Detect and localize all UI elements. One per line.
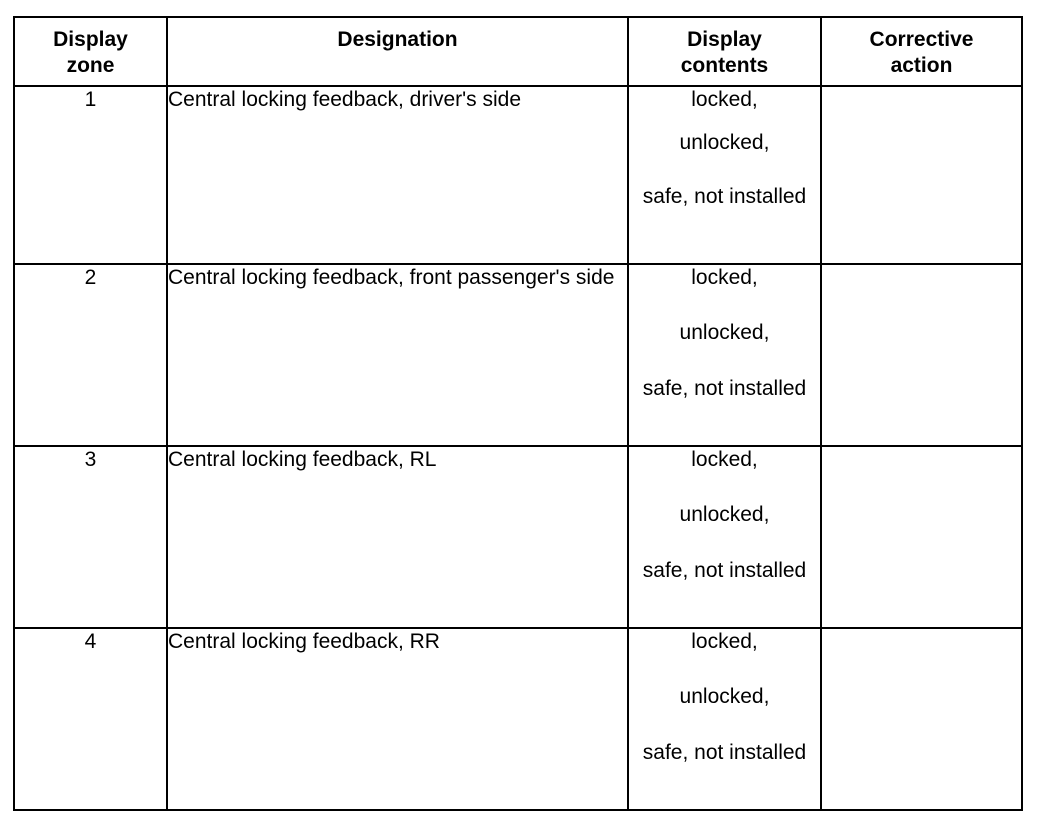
content-safe-not-installed: safe, not installed xyxy=(642,377,807,400)
content-locked: locked, xyxy=(691,266,758,289)
corrective-action-cell xyxy=(821,264,1022,446)
designation-cell: Central locking feedback, RR xyxy=(167,628,628,810)
content-unlocked: unlocked, xyxy=(679,685,770,708)
header-designation: Designation xyxy=(167,17,628,86)
table-row xyxy=(14,86,1022,264)
display-contents-cell xyxy=(628,446,821,628)
display-contents-cell xyxy=(628,264,821,446)
display-zone-table xyxy=(13,16,1023,811)
zone-cell: 2 xyxy=(14,264,167,446)
display-contents-cell xyxy=(628,628,821,810)
header-corrective-action: Corrective action xyxy=(821,17,1022,86)
header-display-contents: Display contents xyxy=(628,17,821,86)
display-contents-cell xyxy=(628,86,821,264)
content-unlocked: unlocked, xyxy=(679,503,770,526)
table-row xyxy=(14,446,1022,628)
zone-cell: 3 xyxy=(14,446,167,628)
content-unlocked: unlocked, xyxy=(679,321,770,344)
table-row xyxy=(14,264,1022,446)
content-safe-not-installed: safe, not installed xyxy=(642,559,807,582)
corrective-action-cell xyxy=(821,446,1022,628)
table-header-row xyxy=(14,17,1022,86)
designation-cell: Central locking feedback, RL xyxy=(167,446,628,628)
designation-cell: Central locking feedback, driver's side xyxy=(167,86,628,264)
content-safe-not-installed: safe, not installed xyxy=(642,741,807,764)
designation-cell: Central locking feedback, front passenger's side xyxy=(167,264,628,446)
zone-cell: 4 xyxy=(14,628,167,810)
corrective-action-cell xyxy=(821,86,1022,264)
content-locked: locked, xyxy=(691,448,758,471)
content-locked: locked, xyxy=(691,630,758,653)
content-unlocked: unlocked, xyxy=(679,131,770,154)
content-locked: locked, xyxy=(691,88,758,111)
table-row xyxy=(14,628,1022,810)
zone-cell: 1 xyxy=(14,86,167,264)
header-display-zone: Display zone xyxy=(14,17,167,86)
content-safe-not-installed: safe, not installed xyxy=(642,185,807,208)
corrective-action-cell xyxy=(821,628,1022,810)
